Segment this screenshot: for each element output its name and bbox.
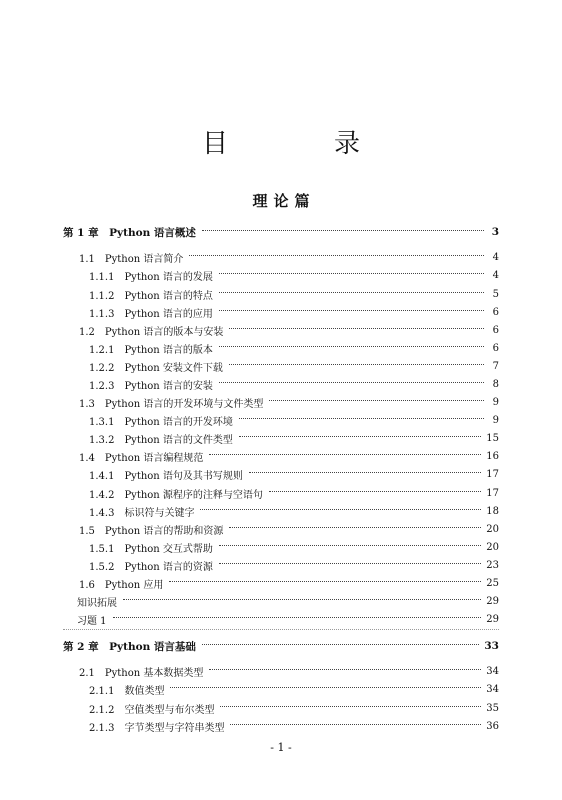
dot-leader bbox=[123, 599, 481, 600]
toc-entry-1-2-1[interactable] bbox=[63, 340, 499, 356]
toc-entry-label: 1.4.2 Python 源程序的注释与空语句 bbox=[89, 489, 263, 501]
toc-entry-1-2[interactable] bbox=[63, 322, 499, 338]
toc-entry-label: 习题 1 bbox=[77, 615, 107, 627]
toc-entry-page: 6 bbox=[492, 342, 499, 354]
toc-entry-page: 4 bbox=[492, 269, 499, 281]
dot-leader bbox=[113, 617, 482, 618]
toc-entry-label: 1.3 Python 语言的开发环境与文件类型 bbox=[79, 398, 264, 410]
dot-leader bbox=[202, 230, 484, 231]
toc-entry-1-5-2[interactable] bbox=[63, 557, 499, 573]
dot-leader bbox=[249, 472, 481, 473]
toc-entry-label: 1.1.3 Python 语言的应用 bbox=[89, 308, 213, 320]
dot-leader bbox=[239, 436, 481, 437]
toc-entry-label: 1.3.2 Python 语言的文件类型 bbox=[89, 434, 233, 446]
toc-entry-page: 25 bbox=[486, 577, 499, 589]
toc-entry-page: 29 bbox=[486, 595, 499, 607]
toc-entry-page: 9 bbox=[492, 414, 499, 426]
toc-entry-1-5-1[interactable] bbox=[63, 539, 499, 555]
section-subtitle: 理论篇 bbox=[252, 192, 316, 210]
dot-leader bbox=[219, 273, 484, 274]
toc-entry-exercises-1[interactable] bbox=[63, 611, 499, 627]
toc-entry-label: 2.1.1 数值类型 bbox=[89, 685, 165, 697]
toc-entry-label: 1.4.1 Python 语句及其书写规则 bbox=[89, 470, 243, 482]
toc-entry-label: 1.1.1 Python 语言的发展 bbox=[89, 271, 213, 283]
dot-leader bbox=[219, 346, 484, 347]
dot-leader bbox=[200, 509, 481, 510]
toc-entry-page: 33 bbox=[484, 640, 499, 652]
toc-entry-page: 20 bbox=[486, 523, 499, 535]
dot-leader bbox=[220, 706, 481, 707]
page-title: 目 录 bbox=[201, 129, 400, 159]
toc-entry-page: 8 bbox=[492, 378, 499, 390]
toc-entry-1-4-2[interactable] bbox=[63, 485, 499, 501]
toc-entry-page: 15 bbox=[486, 432, 499, 444]
toc-entry-label: 1.2.2 Python 安装文件下载 bbox=[89, 362, 223, 374]
toc-entry-page: 5 bbox=[492, 288, 499, 300]
toc-entry-1-4[interactable] bbox=[63, 448, 499, 464]
toc-entry-page: 3 bbox=[491, 226, 499, 238]
toc-entry-page: 29 bbox=[486, 613, 499, 625]
dot-leader bbox=[219, 563, 481, 564]
dot-leader bbox=[219, 292, 484, 293]
toc-entry-1-6[interactable] bbox=[63, 575, 499, 591]
toc-entry-label: 1.2 Python 语言的版本与安装 bbox=[79, 326, 224, 338]
toc-entry-label: 1.5.2 Python 语言的资源 bbox=[89, 561, 213, 573]
chapter-divider bbox=[63, 629, 499, 630]
dot-leader bbox=[219, 382, 484, 383]
toc-entry-label: 1.2.1 Python 语言的版本 bbox=[89, 344, 213, 356]
dot-leader bbox=[269, 400, 484, 401]
toc-entry-page: 7 bbox=[492, 360, 499, 372]
dot-leader bbox=[209, 454, 481, 455]
toc-entry-1-4-3[interactable] bbox=[63, 503, 499, 519]
toc-entry-label: 1.1 Python 语言简介 bbox=[79, 253, 184, 265]
toc-entry-1-3[interactable] bbox=[63, 394, 499, 410]
toc-entry-page: 36 bbox=[486, 720, 499, 732]
toc-entry-label: 1.5.1 Python 交互式帮助 bbox=[89, 543, 213, 555]
toc-entry-1-1[interactable] bbox=[63, 249, 499, 265]
dot-leader bbox=[239, 418, 484, 419]
dot-leader bbox=[170, 687, 481, 688]
toc-entry-page: 35 bbox=[486, 702, 499, 714]
toc-entry-1-1-2[interactable] bbox=[63, 286, 499, 302]
toc-entry-page: 18 bbox=[486, 505, 499, 517]
toc-entry-1-3-1[interactable] bbox=[63, 412, 499, 428]
toc-entry-2-1-3[interactable] bbox=[63, 718, 499, 734]
toc-entry-chapter-1[interactable] bbox=[63, 224, 499, 240]
toc-entry-page: 17 bbox=[486, 487, 499, 499]
toc-entry-label: 1.5 Python 语言的帮助和资源 bbox=[79, 525, 224, 537]
toc-entry-label: 知识拓展 bbox=[77, 597, 117, 609]
toc-entry-label: 1.4 Python 语言编程规范 bbox=[79, 452, 204, 464]
toc-entry-label: 2.1.2 空值类型与布尔类型 bbox=[89, 704, 215, 716]
toc-entry-page: 4 bbox=[492, 251, 499, 263]
toc-entry-page: 20 bbox=[486, 541, 499, 553]
toc-entry-page: 16 bbox=[486, 450, 499, 462]
dot-leader bbox=[229, 364, 484, 365]
toc-entry-page: 6 bbox=[492, 306, 499, 318]
toc-entry-page: 34 bbox=[486, 665, 499, 677]
dot-leader bbox=[189, 255, 484, 256]
toc-entry-2-1-1[interactable] bbox=[63, 681, 499, 697]
toc-entry-2-1-2[interactable] bbox=[63, 700, 499, 716]
toc-entry-label: 1.2.3 Python 语言的安装 bbox=[89, 380, 213, 392]
dot-leader bbox=[269, 491, 481, 492]
toc-entry-page: 23 bbox=[486, 559, 499, 571]
toc-entry-label: 1.6 Python 应用 bbox=[79, 579, 164, 591]
toc-entry-2-1[interactable] bbox=[63, 663, 499, 679]
dot-leader bbox=[169, 581, 481, 582]
toc-entry-label: 第 1 章 Python 语言概述 bbox=[63, 226, 196, 239]
toc-entry-page: 17 bbox=[486, 468, 499, 480]
toc-entry-1-1-3[interactable] bbox=[63, 304, 499, 320]
dot-leader bbox=[219, 545, 481, 546]
toc-entry-label: 2.1.3 字节类型与字符串类型 bbox=[89, 722, 225, 734]
toc-entry-page: 9 bbox=[492, 396, 499, 408]
dot-leader bbox=[230, 724, 481, 725]
toc-entry-label: 1.4.3 标识符与关键字 bbox=[89, 507, 195, 519]
toc-entry-1-3-2[interactable] bbox=[63, 430, 499, 446]
dot-leader bbox=[229, 527, 481, 528]
toc-entry-label: 1.3.1 Python 语言的开发环境 bbox=[89, 416, 233, 428]
dot-leader bbox=[219, 310, 484, 311]
toc-entry-label: 第 2 章 Python 语言基础 bbox=[63, 640, 196, 653]
toc-entry-chapter-2[interactable] bbox=[63, 638, 499, 654]
dot-leader bbox=[202, 644, 479, 645]
toc-entry-label: 1.1.2 Python 语言的特点 bbox=[89, 290, 213, 302]
page-number: - 1 - bbox=[270, 741, 292, 754]
toc-entry-knowledge-extension[interactable] bbox=[63, 593, 499, 609]
toc-entry-page: 34 bbox=[486, 683, 499, 695]
toc-entry-page: 6 bbox=[492, 324, 499, 336]
toc-entry-1-5[interactable] bbox=[63, 521, 499, 537]
toc-entry-1-2-2[interactable] bbox=[63, 358, 499, 374]
toc-entry-1-1-1[interactable] bbox=[63, 267, 499, 283]
toc-entry-1-2-3[interactable] bbox=[63, 376, 499, 392]
toc-entry-label: 2.1 Python 基本数据类型 bbox=[79, 667, 204, 679]
dot-leader bbox=[209, 669, 481, 670]
toc-entry-1-4-1[interactable] bbox=[63, 466, 499, 482]
dot-leader bbox=[229, 328, 484, 329]
